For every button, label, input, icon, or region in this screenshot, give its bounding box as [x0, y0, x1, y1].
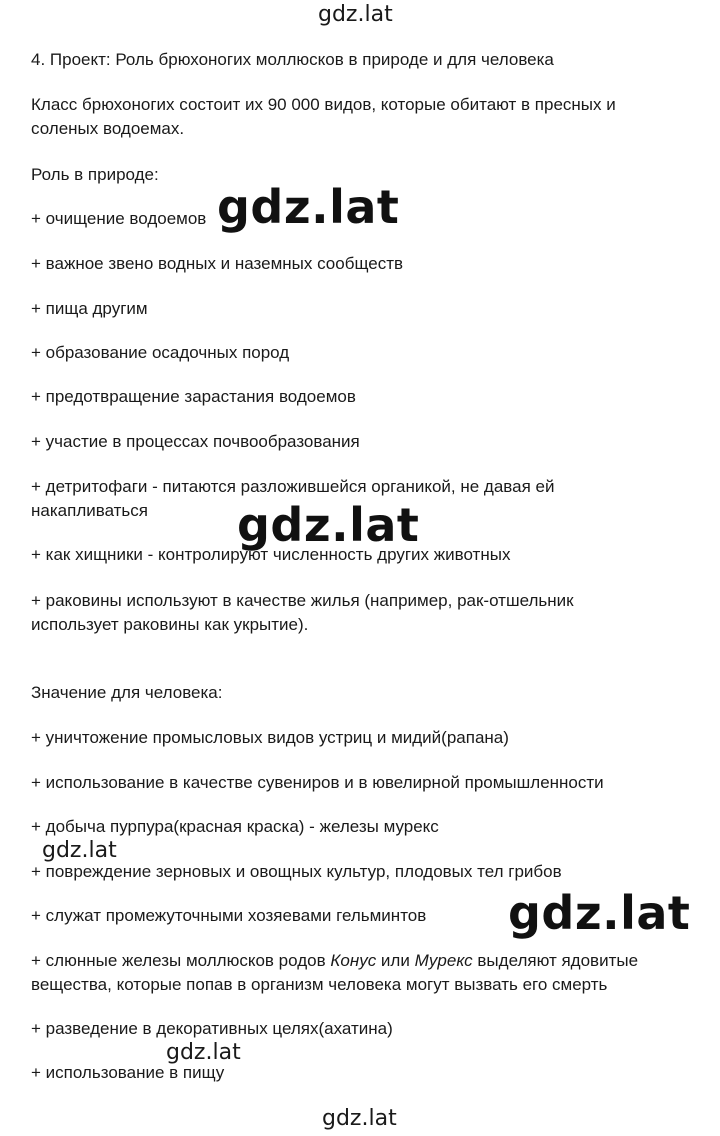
human-item: + использование в пищу — [31, 1063, 225, 1082]
human-item-saliva — [31, 949, 703, 997]
nature-item: + очищение водоемов — [31, 209, 207, 228]
human-item: + уничтожение промысловых видов устриц и мидий(рапана) — [31, 728, 509, 747]
watermark-large-3: gdz.lat — [508, 886, 691, 940]
human-heading: Значение для человека: — [31, 683, 223, 702]
nature-item: + детритофаги - питаются разложившейся органикой, не давая ей накапливаться — [31, 477, 555, 520]
human-item: + служат промежуточными хозяевами гельминтов — [31, 906, 427, 925]
nature-item: + предотвращение зарастания водоемов — [31, 387, 356, 406]
nature-item: + как хищники - контролируют численность других животных — [31, 545, 511, 564]
genus-konus: Конус — [330, 951, 377, 970]
human-item: + повреждение зерновых и овощных культур, плодовых тел грибов — [31, 862, 562, 881]
watermark-small-left: gdz.lat — [42, 838, 117, 863]
watermark-large-1: gdz.lat — [217, 180, 400, 234]
nature-item: + пища другим — [31, 299, 148, 318]
nature-heading: Роль в природе: — [31, 165, 159, 184]
human-item: + разведение в декоративных целях(ахатина) — [31, 1019, 393, 1038]
intro-paragraph: Класс брюхоногих состоит их 90 000 видов, которые обитают в пресных и соленых водоемах. — [31, 95, 616, 138]
human-item: + использование в качестве сувениров и в ювелирной промышленности — [31, 773, 604, 792]
page-title: 4. Проект: Роль брюхоногих моллюсков в природе и для человека — [31, 50, 554, 69]
saliva-prefix: + слюнные железы моллюсков родов — [31, 951, 331, 970]
nature-item: + участие в процессах почвообразования — [31, 432, 360, 451]
saliva-middle: или — [376, 951, 415, 970]
genus-murex: Мурекс — [414, 951, 473, 970]
watermark-large-2: gdz.lat — [237, 498, 420, 552]
watermark-small-mid: gdz.lat — [166, 1040, 241, 1065]
saliva-suffix: выделяют ядовитые вещества, которые попав в организм человека могут вызвать его смерть — [31, 951, 639, 994]
nature-item: + раковины используют в качестве жилья (например, рак-отшельник использует раковины как укрытие). — [31, 591, 574, 634]
watermark-bottom: gdz.lat — [322, 1106, 397, 1131]
nature-item: + образование осадочных пород — [31, 343, 290, 362]
nature-item: + важное звено водных и наземных сообществ — [31, 254, 404, 273]
watermark-top: gdz.lat — [318, 2, 393, 27]
human-item: + добыча пурпура(красная краска) - железы мурекс — [31, 817, 439, 836]
